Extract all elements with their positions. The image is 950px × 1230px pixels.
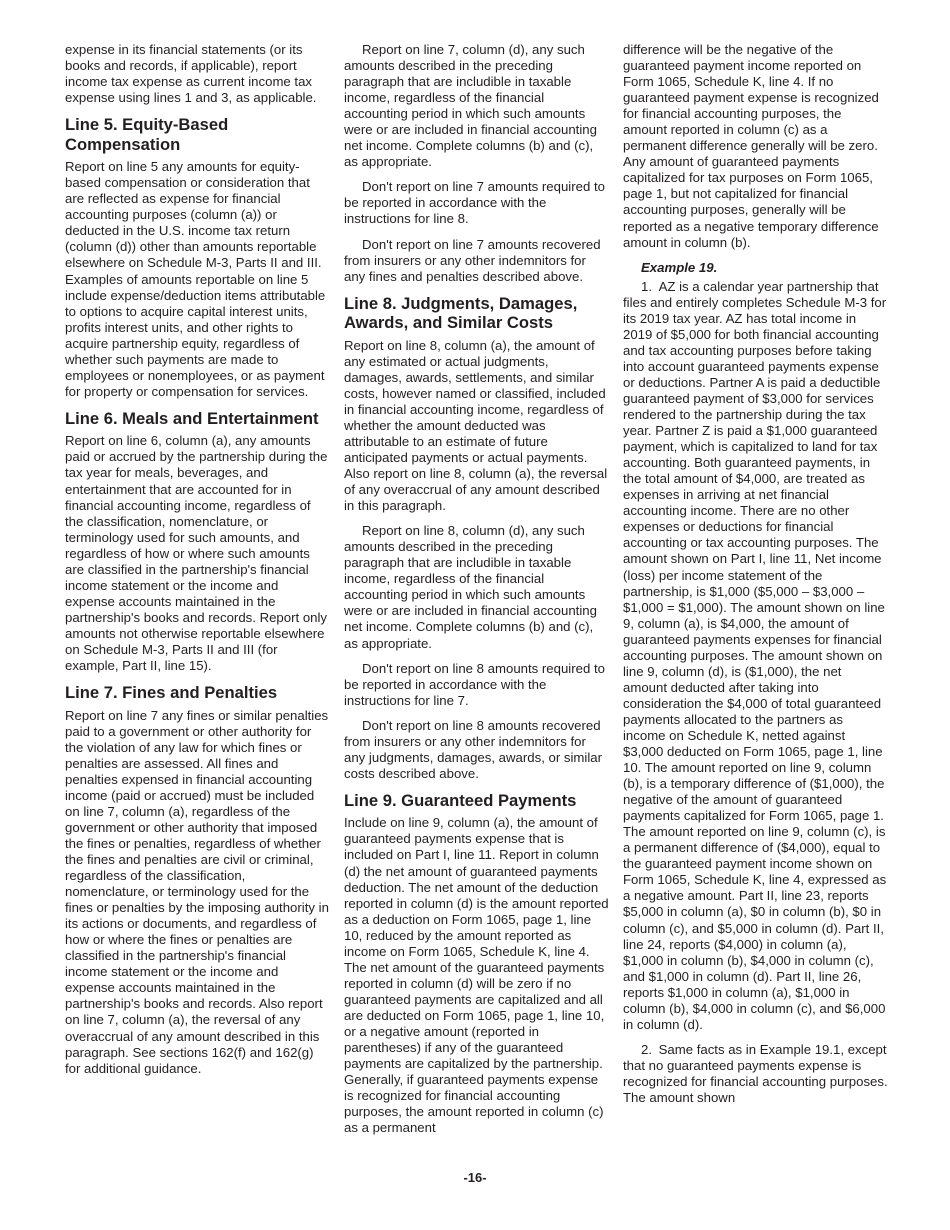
paragraph: 2. Same facts as in Example 19.1, except that no guaranteed payments expense is recognized for financial accounting purposes. The amount shown — [623, 1041, 888, 1105]
paragraph: Report on line 7 any fines or similar penalties paid to a government or other authority for the violation of any law for which fines or penalties are assessed. All fines and penalties expensed in financial accounting income (paid or accrued) must be included on line 7, column (a), regardless of the government or other authority that imposed the fines or penalties, regardless of whether the fines and penalties are civil or criminal, regardless of the classification, nomenclature, or terminology used for the fines or penalties by the imposing authority in its actions or documents, and regardless of how or where the fines or penalties are classified in the partnership's financial income statement or the income and expense accounts maintained in the partnership's books and records. Also report on line 7, column (a), the reversal of any overaccrual of any amount described in this paragraph. See sections 162(f) and 162(g) for additional guidance. — [65, 707, 329, 1076]
page-number: -16- — [463, 1170, 487, 1185]
text-column-2 — [344, 42, 610, 1145]
paragraph: Report on line 7, column (d), any such amounts described in the preceding paragraph that are includible in taxable income, regardless of the financial accounting period in which such amounts were or are included in financial accounting net income. Complete columns (b) and (c), as appropriate. — [344, 42, 597, 170]
paragraph: Include on line 9, column (a), the amount of guaranteed payments expense that is included on Part I, line 11. Report in column (d) the net amount of guaranteed payments deduction. The net amount of the deduction reported in column (d) is the amount reported as a deduction on Form 1065, page 1, line 10, reduced by the amount reported as income on Form 1065, Schedule K, line 4. The net amount of the guaranteed payments reported in column (d) will be zero if no guaranteed payments are capitalized and all are deducted on Form 1065, page 1, line 10, or a negative amount (reported in parentheses) if any of the guaranteed payments are capitalized by the partnership. Generally, if guaranteed payments expense is recognized for financial accounting purposes, the amount reported in column (c) as a permanent — [344, 815, 609, 1136]
section-heading-line-7: Line 7. Fines and Penalties — [65, 683, 278, 703]
section-heading-line-8: Line 8. Judgments, Damages, Awards, and Similar Costs — [344, 293, 578, 333]
paragraph: 1. AZ is a calendar year partnership that files and entirely completes Schedule M-3 for its 2019 tax year. AZ has total income in 2019 of $5,000 for both financial accounting and tax accounting purposes before taking into account guaranteed payments expense or deductions. Partner A is paid a deductible guaranteed payment of $3,000 for services rendered to the partnership during the tax year. Partner Z is paid a $1,000 guaranteed payment, which is capitalized to land for tax accounting. Both guaranteed payments, in the total amount of $4,000, are treated as expenses in arriving at net financial accounting income. There are no other expenses or deductions for financial accounting or tax accounting purposes. The amount shown on Part I, line 11, Net income (loss) per income statement of the partnership, is $1,000 ($5,000 – $3,000 – $1,000 = $1,000). The amount shown on line 9, column (a), is $4,000, the amount of guaranteed payments expenses for financial accounting purposes. The amount shown on line 9, column (d), is ($1,000), the net amount deducted after taking into consideration the $4,000 of total guaranteed payments allocated to the partners as income on Schedule K, netted against $3,000 deducted on Form 1065, page 1, line 10. The amount reported on line 9, column (b), is a temporary difference of ($1,000), the negative of the amount of guaranteed payments capitalized for Form 1065, page 1. The amount reported on line 9, column (c), is a permanent difference of ($4,000), equal to the guaranteed payment income shown on Form 1065, Schedule K, line 4, expressed as a negative amount. Part II, line 23, reports $5,000 in column (a), $0 in column (b), $0 in column (c), and $5,000 in column (d). Part II, line 24, reports ($4,000) in column (a), $1,000 in column (b), $4,000 in column (c), and $1,000 in column (d). Part II, line 26, reports $1,000 in column (a), $1,000 in column (b), $4,000 in column (c), and $6,000 in column (d). — [623, 278, 887, 1032]
paragraph: Report on line 5 any amounts for equity-based compensation or consideration that are reflected as expense for financial accounting purposes (column (a)) or deducted in the U.S. income tax return (column (d)) other than amounts reportable elsewhere on Schedule M-3, Parts II and III. Examples of amounts reportable on line 5 include expense/deduction items attributable to options to acquire capital interest units, profits interest units, and other rights to acquire partnership equity, regardless of whether such payments are made to employees or nonemployees, or as payment for property or compensation for services. — [65, 159, 326, 399]
section-heading-line-6: Line 6. Meals and Entertainment — [65, 408, 319, 428]
text-column-3 — [623, 42, 889, 1115]
paragraph: Report on line 8, column (d), any such amounts described in the preceding paragraph that are includible in taxable income, regardless of the financial accounting period in which such amounts were or are included in financial accounting net income. Complete columns (b) and (c), as appropriate. — [344, 523, 597, 651]
paragraph: Report on line 8, column (a), the amount of any estimated or actual judgments, damages, awards, settlements, and similar costs, however named or classified, included in financial accounting income, regardless of whether the amount deducted was attributable to an estimate of future anticipated payments or actual payments. Also report on line 8, column (a), the reversal of any overaccrual of any amount described in this paragraph. — [344, 337, 608, 514]
paragraph: Don't report on line 7 amounts recovered from insurers or any other indemnitors for any fines and penalties described above. — [344, 236, 601, 284]
paragraph: Don't report on line 8 amounts recovered from insurers or any other indemnitors for any judgments, damages, awards, or similar costs described above. — [344, 717, 602, 781]
example-heading: Example 19. — [641, 259, 718, 275]
text-column-1 — [65, 42, 331, 1086]
paragraph: Report on line 6, column (a), any amounts paid or accrued by the partnership during the tax year for meals, beverages, and entertainment that are accounted for in financial accounting income, regardless of the classification, nomenclature, or terminology used for such amounts, and regardless of how or where such amounts are classified in the partnership's financial income statement or the income and expense accounts maintained in the partnership's books and records. Report only amounts not otherwise reportable elsewhere on Schedule M-3, Parts II and III (for example, Part II, line 15). — [65, 433, 328, 674]
paragraph: Don't report on line 8 amounts required to be reported in accordance with the instructions for line 7. — [344, 660, 605, 708]
paragraph: expense in its financial statements (or its books and records, if applicable), report income tax expense as current income tax expense using lines 1 and 3, as applicable. — [65, 42, 317, 106]
section-heading-line-5: Line 5. Equity-Based Compensation — [65, 115, 229, 154]
paragraph: difference will be the negative of the guaranteed payment income reported on Form 1065, Schedule K, line 4. If no guaranteed payment expense is recognized for financial accounting purposes, the amount reported in column (c) as a permanent difference generally will be zero. Any amount of guaranteed payments capitalized for tax purposes on Form 1065, page 1, but not capitalized for financial accounting purposes, generally will be reported as a negative temporary difference amount in column (b). — [623, 42, 879, 250]
section-heading-line-9: Line 9. Guaranteed Payments — [344, 790, 577, 810]
paragraph: Don't report on line 7 amounts required to be reported in accordance with the instructions for line 8. — [344, 179, 605, 227]
